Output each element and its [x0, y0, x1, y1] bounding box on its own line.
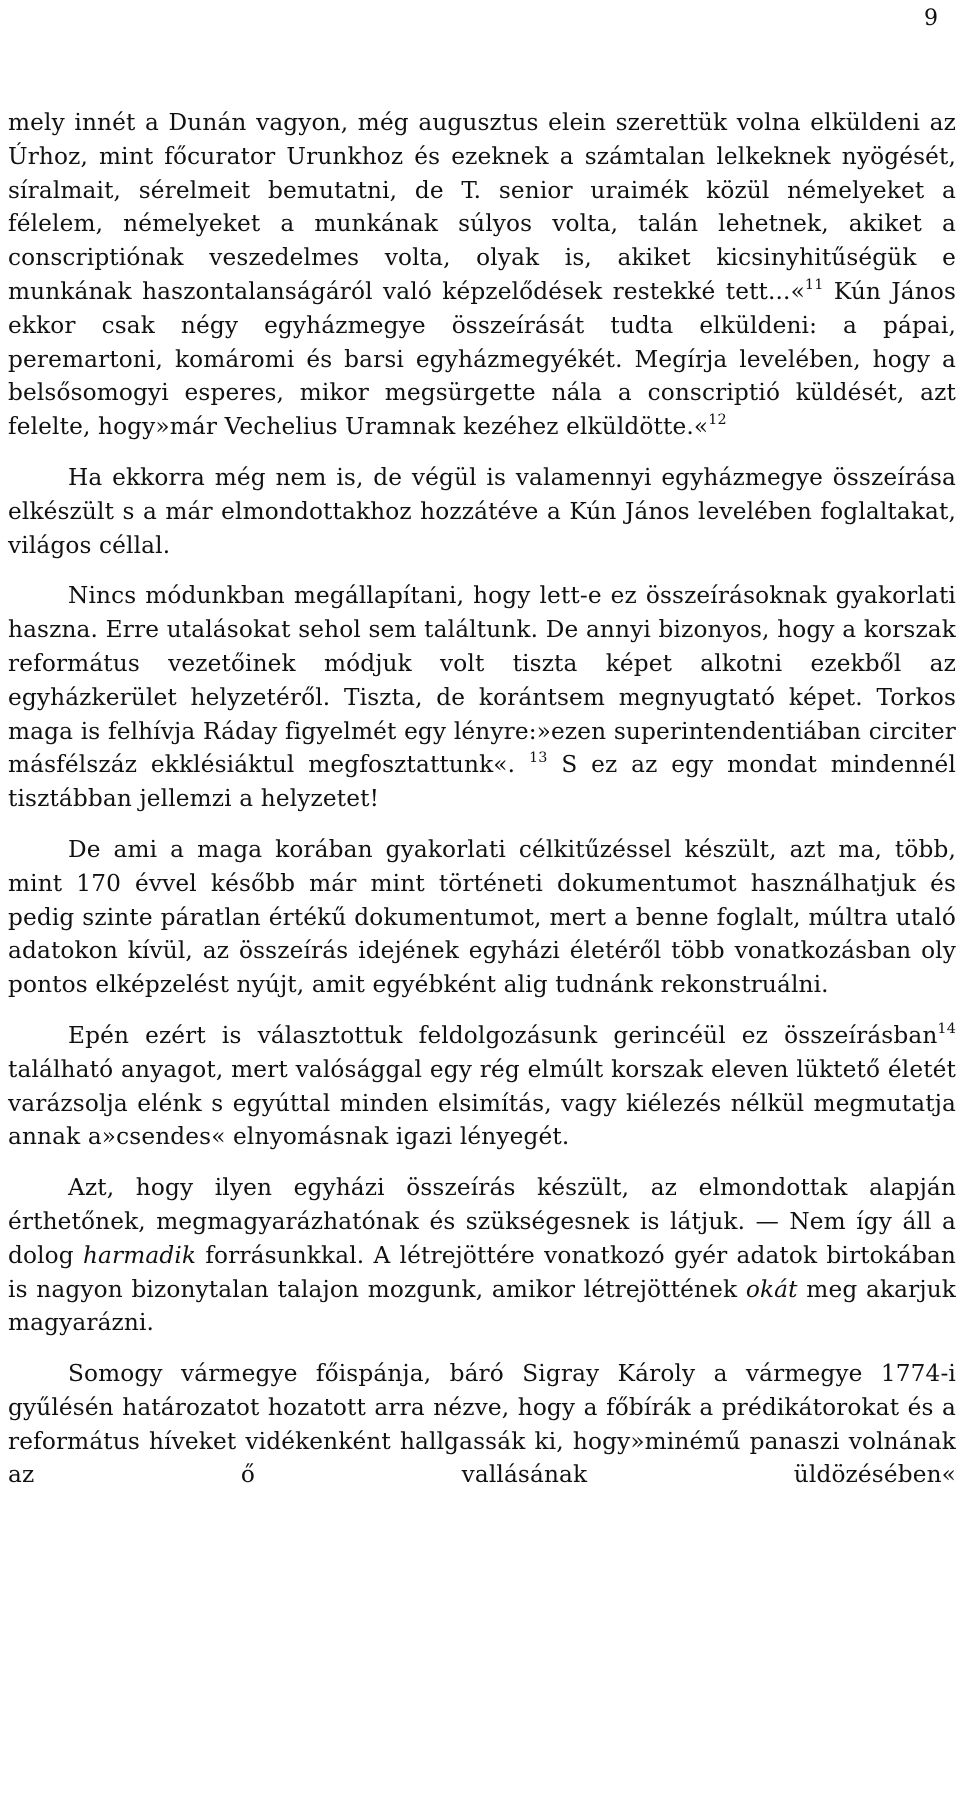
text-segment: Ha ekkorra még nem is, de végül is valamennyi egyházmegye összeírása elkészült s a már elmondottakhoz hozzátéve a Kún János levelében foglaltakat, világos céllal. [8, 463, 956, 559]
emphasis-text: harmadik [82, 1241, 197, 1269]
footnote-ref-13[interactable]: 13 [528, 750, 548, 767]
text-segment: S ez az egy mondat mindennél tisztábban jellemzi a helyzetet! [8, 751, 956, 813]
text-segment: forrásunkkal. A létrejöttére vonatkozó gyér adatok birtokában is nagyon bizonytalan talajon mozgunk, amikor létrejöttének [8, 1241, 956, 1303]
paragraph-3 [8, 579, 956, 816]
page-number: 9 [924, 6, 938, 31]
footnote-ref-14[interactable]: 14 [937, 1020, 956, 1037]
paragraph-4 [8, 833, 956, 1002]
footnote-ref-11[interactable]: 11 [804, 276, 824, 293]
text-segment: Azt, hogy ilyen egyházi összeírás készült, az elmondottak alapján érthetőnek, megmagyarázhatónak és szükségesnek is látjuk. — Nem így áll a dolog [8, 1174, 956, 1269]
text-segment: meg akarjuk magyarázni. [8, 1275, 956, 1337]
text-segment: De ami a maga korában gyakorlati célkitűzéssel készült, azt ma, több, mint 170 évvel később már mint történeti dokumentumot használhatjuk és pedig szinte páratlan értékű dokumentumot, mert a benne foglalt, múltra utaló adatokon kívül, az összeírás idejének egyházi életéről több vonatkozásban oly pontos elképzelést nyújt, amit egyébként alig tudnánk rekonstruálni. [8, 835, 956, 999]
paragraph-1 [8, 106, 956, 444]
footnote-ref-12[interactable]: 12 [708, 412, 727, 429]
text-segment: Kún János ekkor csak négy egyházmegye összeírását tudta elküldeni: a pápai, peremartoni, komáromi és barsi egyházmegyékét. Megírja levelében, hogy a belsősomogyi esperes, mikor megsürgette nála a conscriptió küldését, azt felelte, hogy»már Vechelius Uramnak kezéhez elküldötte.« [8, 277, 956, 441]
text-segment: Nincs módunkban megállapítani, hogy lett-e ez összeírásoknak gyakorlati haszna. Erre utalásokat sehol sem találtunk. De annyi bizonyos, hogy a korszak református vezetőinek módjuk volt tiszta képet alkotni ezekből az egyházkerület helyzetéről. Tiszta, de korántsem megnyugtató képet. Torkos maga is felhívja Ráday figyelmét egy lényre:»ezen superintendentiában circiter másfélszáz ekklésiáktul megfosztattunk«. [8, 582, 956, 779]
paragraph-2 [8, 461, 956, 562]
paragraph-7 [8, 1357, 956, 1492]
text-segment: Epén ezért is választottuk feldolgozásunk gerincéül ez összeírásban [68, 1021, 938, 1049]
paragraph-6 [8, 1171, 956, 1340]
emphasis-text: okát [745, 1275, 798, 1303]
body-text [8, 106, 956, 1509]
paragraph-5 [8, 1019, 956, 1154]
text-segment: mely innét a Dunán vagyon, még augusztus elein szerettük volna elküldeni az Úrhoz, mint főcurator Urunkhoz és ezeknek a számtalan lelkeknek nyögését, síralmait, sérelmeit bemutatni, de T. senior uraimék közül némelyeket a félelem, némelyeket a munkának súlyos volta, talán lehetnek, akiket a conscriptiónak veszedelmes volta, olyak is, akiket kicsinyhitűségük e munkának haszontalanságáról való képzelődések restekké tett...« [8, 109, 956, 305]
text-segment: található anyagot, mert valósággal egy rég elmúlt korszak eleven lüktető életét varázsolja elénk s egyúttal minden elsimítás, vagy kiélezés nélkül megmutatja annak a»csendes« elnyomásnak igazi lényegét. [8, 1055, 956, 1151]
text-segment: Somogy vármegye főispánja, báró Sigray Károly a vármegye 1774-i gyűlésén határozatot hozatott arra nézve, hogy a főbírák a prédikátorokat és a református híveket vidékenként hallgassák ki, hogy»minémű panaszi volnának az ő vallásának üldözésében« [8, 1360, 956, 1489]
